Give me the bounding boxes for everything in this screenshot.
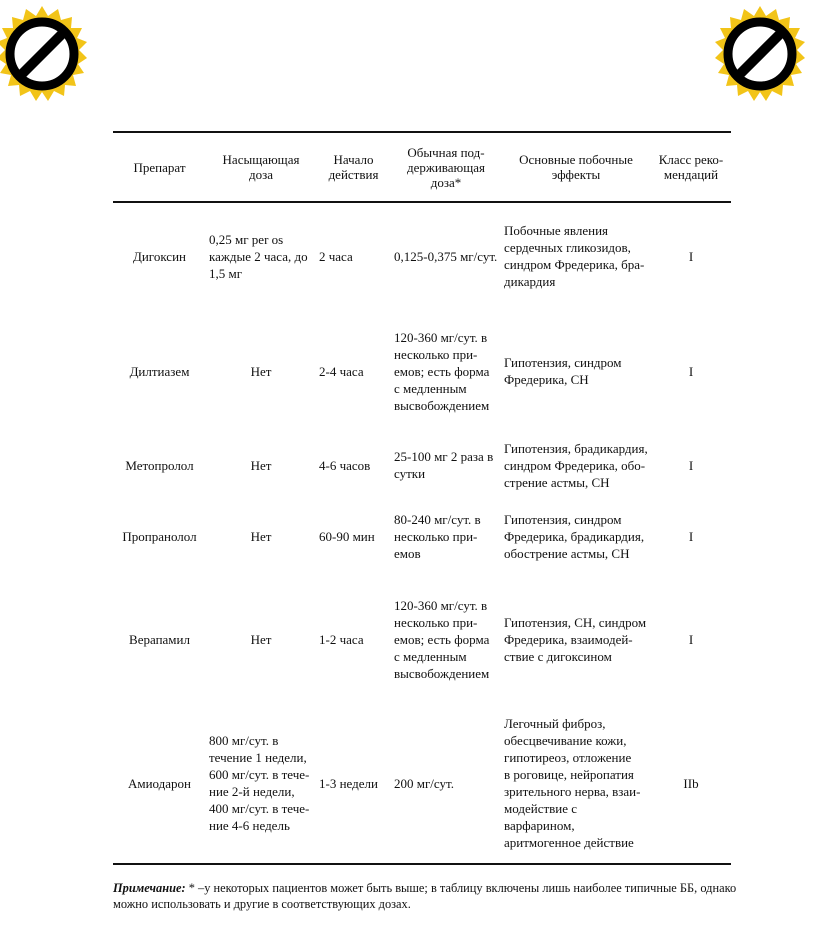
class-cell: I [688,248,694,264]
header-drug: Препарат [133,159,186,175]
onset-cell: 1-3 недели [319,775,378,791]
table-header-row [113,132,731,202]
class-cell: I [688,363,694,379]
footnote-text: * –у некоторых пациентов может быть выше; в таблицу включены лишь наиболее типичные ББ, однако можно использовать и другие в соответствующих дозах. [113,881,737,911]
drug-cell: Пропранолол [122,528,197,544]
maintenance-cell: 120-360 мг/сут. в несколько при- емов; есть форма с медленным высвобождением [394,597,490,681]
table-row [113,309,731,433]
loading-dose-cell: 800 мг/сут. в течение 1 недели, 600 мг/сут. в тече- ние 2-й недели, 400 мг/сут. в тече- ние 4-6 недель [209,733,310,833]
onset-cell: 2 часа [319,248,353,264]
table-row [113,575,731,703]
drug-cell: Дигоксин [132,248,186,264]
drug-cell: Дилтиазем [129,363,190,379]
maintenance-cell: 200 мг/сут. [394,775,454,791]
header-loading-dose: Насыщающая доза [222,152,300,182]
table-row [113,703,731,864]
loading-dose-cell: Нет [250,363,272,379]
header-recommendation-class: Класс реко- мендаций [658,152,724,182]
onset-cell: 1-2 часа [319,631,364,647]
class-cell: I [688,631,694,647]
no-entry-sign-icon [0,4,92,104]
class-cell: I [688,528,694,544]
class-cell: I [688,457,694,473]
maintenance-cell: 0,125-0,375 мг/сут. [394,248,498,264]
header-side-effects: Основные побочные эффекты [519,152,633,182]
loading-dose-cell: Нет [250,457,272,473]
side-effects-cell: Гипотензия, брадикардия, синдром Фредерика, обо- стрение астмы, СН [504,440,648,490]
loading-dose-cell: Нет [250,631,272,647]
class-cell: IIb [683,775,699,791]
table-row [113,497,731,575]
onset-cell: 2-4 часа [319,363,364,379]
table-row [113,433,731,497]
onset-cell: 4-6 часов [319,457,371,473]
side-effects-cell: Гипотензия, СН, синдром Фредерика, взаимодей- ствие с дигоксином [504,614,647,664]
table-row [113,202,731,309]
footnote-label: Примечание: [113,881,186,895]
loading-dose-cell: Нет [250,528,272,544]
side-effects-cell: Побочные явления сердечных гликозидов, синдром Фредерика, бра- дикардия [504,223,645,289]
side-effects-cell: Гипотензия, синдром Фредерика, брадикардия, обострение астмы, СН [504,511,645,561]
maintenance-cell: 25-100 мг 2 раза в сутки [394,449,494,481]
drug-cell: Верапамил [129,631,190,647]
side-effects-cell: Гипотензия, синдром Фредерика, СН [504,355,622,387]
header-maintenance-dose: Обычная под- держивающая доза* [406,144,486,190]
loading-dose-cell: 0,25 мг per os каждые 2 часа, до 1,5 мг [209,231,308,281]
no-entry-sign-icon [710,4,810,104]
side-effects-cell: Легочный фиброз, обесцвечивание кожи, гипотиреоз, отложение в роговице, нейропатия зрительного нерва, взаи- модействие с варфарином, аритмогенное действие [504,716,641,850]
drug-table [113,131,731,865]
maintenance-cell: 80-240 мг/сут. в несколько при- емов [394,511,481,561]
table-footnote [113,880,743,912]
header-onset: Начало действия [328,152,379,182]
drug-cell: Метопролол [125,457,194,473]
drug-cell: Амиодарон [127,775,192,791]
onset-cell: 60-90 мин [319,528,375,544]
maintenance-cell: 120-360 мг/сут. в несколько при- емов; есть форма с медленным высвобождением [394,329,490,413]
